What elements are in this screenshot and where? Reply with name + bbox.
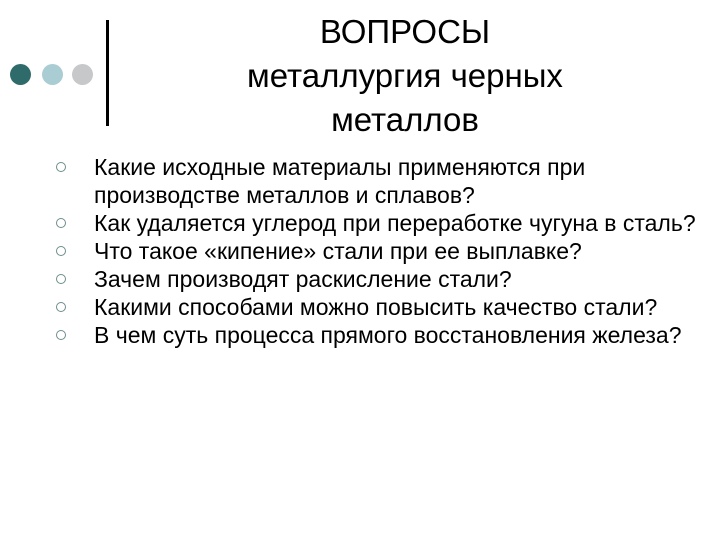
question-list [56,153,696,349]
decorative-dots [10,64,100,86]
dark-teal-dot-icon [10,64,31,85]
bullet-circle-icon [56,330,66,340]
slide-title [170,10,640,142]
bullet-circle-icon [56,218,66,228]
bullet-circle-icon [56,302,66,312]
question-text: Что такое «кипение» стали при ее выплавке? [94,238,582,264]
question-text: Какими способами можно повысить качество стали? [94,294,658,320]
question-item [56,265,696,293]
bullet-circle-icon [56,274,66,284]
light-blue-dot-icon [42,64,63,85]
question-item [56,321,696,349]
bullet-circle-icon [56,162,66,172]
question-item [56,153,696,209]
bullet-circle-icon [56,246,66,256]
title-divider-line [106,20,109,126]
question-item [56,293,696,321]
question-item [56,237,696,265]
gray-dot-icon [72,64,93,85]
title-line-1: ВОПРОСЫ [319,13,491,50]
question-text: Как удаляется углерод при переработке чугуна в сталь? [94,210,696,236]
question-text: Какие исходные материалы применяются при производстве металлов и сплавов? [94,154,586,208]
title-line-2: металлургия черных [247,57,563,94]
question-item [56,209,696,237]
question-text: Зачем производят раскисление стали? [94,266,512,292]
question-text: В чем суть процесса прямого восстановления железа? [94,322,682,348]
title-line-3: металлов [331,101,479,138]
